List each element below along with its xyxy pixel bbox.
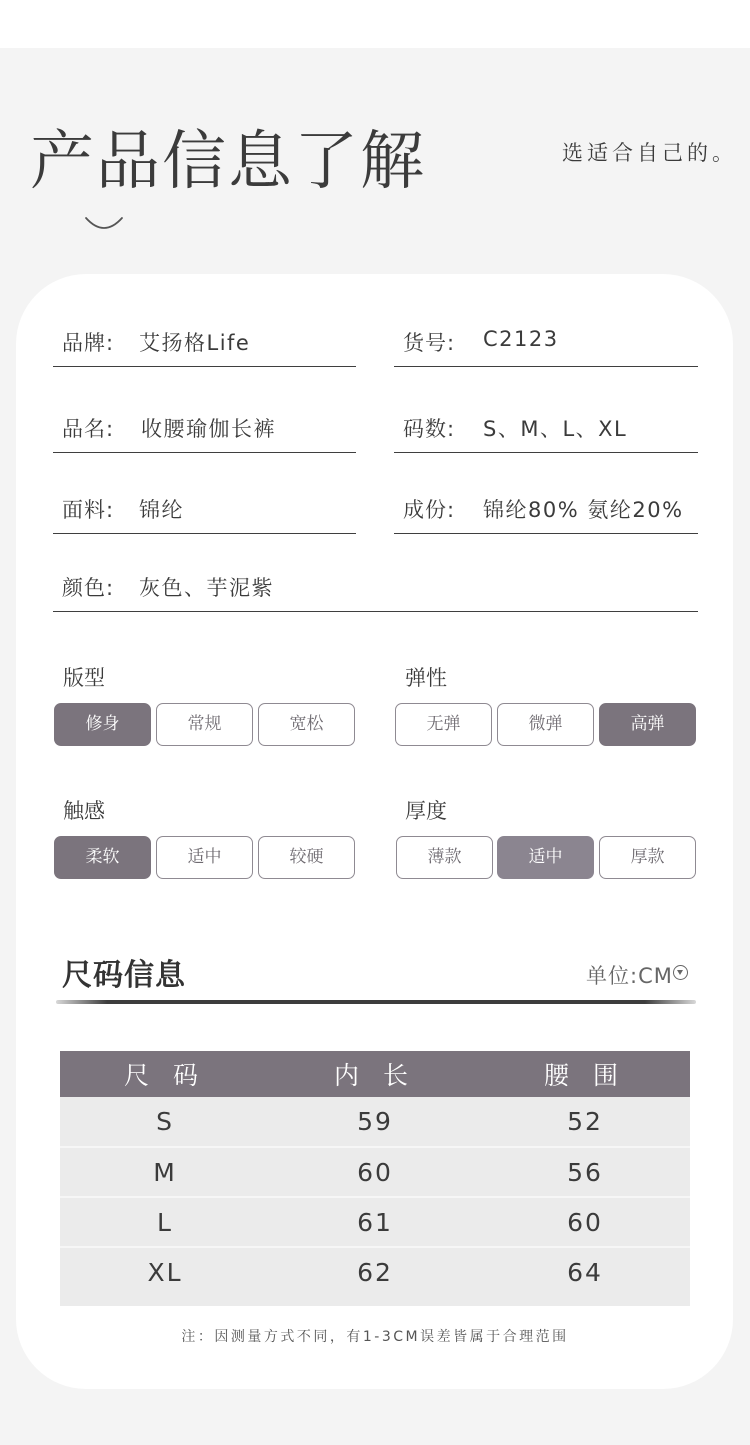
field-fabric-key: 面料: [62, 498, 115, 522]
touch-option-soft[interactable]: 柔软 [54, 836, 151, 879]
field-item-number-key: 货号: [403, 331, 456, 355]
attr-fit-label: 版型 [63, 666, 105, 690]
field-brand-key: 品牌: [62, 331, 115, 355]
header-waist: 腰 围 [480, 1051, 690, 1097]
field-sizes-value: S、M、L、XL [483, 417, 628, 441]
cell-waist: 64 [480, 1247, 690, 1297]
field-fabric-value: 锦纶 [139, 498, 184, 522]
field-product-name [53, 413, 356, 453]
chevron-down-icon [84, 210, 124, 232]
page-title: 产品信息了解 [30, 125, 426, 199]
field-composition-key: 成份: [403, 498, 456, 522]
field-product-name-key: 品名: [62, 417, 115, 441]
attr-touch-label: 触感 [63, 799, 105, 823]
thickness-option-thin[interactable]: 薄款 [396, 836, 493, 879]
touch-option-firm[interactable]: 较硬 [258, 836, 355, 879]
table-row [60, 1147, 690, 1197]
fit-option-slim[interactable]: 修身 [54, 703, 151, 746]
cell-size: XL [60, 1247, 270, 1297]
elasticity-option-high[interactable]: 高弹 [599, 703, 696, 746]
field-color-value: 灰色、芋泥紫 [139, 576, 274, 600]
touch-option-medium[interactable]: 适中 [156, 836, 253, 879]
measurement-note: 注：因测量方式不同，有1-3CM误差皆属于合理范围 [181, 1329, 569, 1345]
field-item-number-value: C2123 [483, 327, 559, 351]
field-composition [394, 494, 698, 534]
top-strip [0, 0, 750, 48]
chevron-down-circle-icon[interactable] [673, 965, 688, 980]
field-composition-value: 锦纶80% 氨纶20% [483, 498, 684, 522]
table-row [60, 1247, 690, 1297]
attr-elasticity-label: 弹性 [405, 666, 447, 690]
cell-inseam: 59 [270, 1097, 480, 1147]
header-size: 尺 码 [60, 1051, 270, 1097]
elasticity-option-none[interactable]: 无弹 [395, 703, 492, 746]
cell-size: M [60, 1147, 270, 1197]
cell-size: S [60, 1097, 270, 1147]
attr-thickness-label: 厚度 [405, 799, 447, 823]
cell-inseam: 62 [270, 1247, 480, 1297]
field-color-key: 颜色: [62, 576, 115, 600]
cell-waist: 56 [480, 1147, 690, 1197]
fit-option-regular[interactable]: 常规 [156, 703, 253, 746]
size-table-header [60, 1051, 690, 1097]
elasticity-option-slight[interactable]: 微弹 [497, 703, 594, 746]
header-inseam: 内 长 [270, 1051, 480, 1097]
table-row [60, 1097, 690, 1147]
cell-waist: 52 [480, 1097, 690, 1147]
cell-inseam: 61 [270, 1197, 480, 1247]
cell-size: L [60, 1197, 270, 1247]
cell-inseam: 60 [270, 1147, 480, 1197]
field-brand [53, 327, 356, 367]
divider-line [56, 1000, 696, 1004]
field-color [53, 572, 698, 612]
field-product-name-value: 收腰瑜伽长裤 [141, 417, 276, 441]
size-info-title: 尺码信息 [62, 958, 186, 993]
size-table [60, 1051, 690, 1306]
thickness-option-thick[interactable]: 厚款 [599, 836, 696, 879]
field-fabric [53, 494, 356, 534]
table-row [60, 1197, 690, 1247]
field-sizes-key: 码数: [403, 417, 456, 441]
unit-selector[interactable]: 单位:CM [586, 964, 673, 988]
field-item-number [394, 327, 698, 367]
cell-waist: 60 [480, 1197, 690, 1247]
page-subtitle: 选适合自己的。 [562, 141, 737, 165]
fit-option-loose[interactable]: 宽松 [258, 703, 355, 746]
table-bottom-padding [60, 1297, 690, 1306]
field-sizes [394, 413, 698, 453]
field-brand-value: 艾扬格Life [139, 331, 251, 355]
thickness-option-medium[interactable]: 适中 [497, 836, 594, 879]
